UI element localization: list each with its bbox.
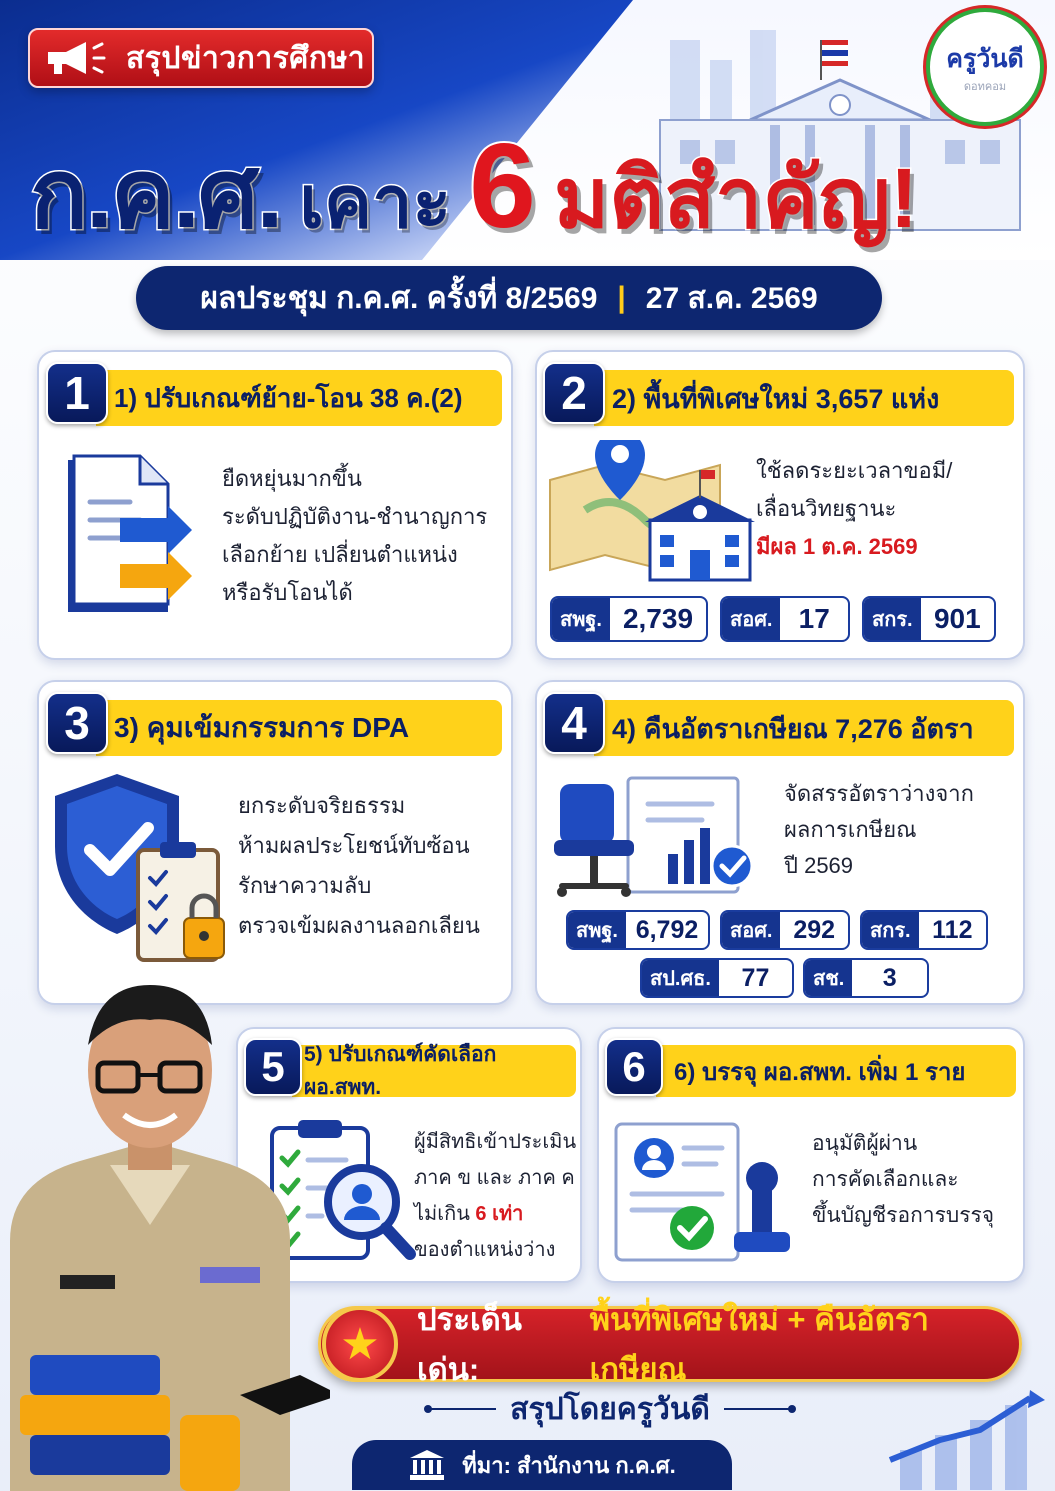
card-4-line: ผลการเกษียณ [784, 817, 917, 842]
stat-value: 3 [882, 963, 897, 992]
headline-number: 6 [469, 119, 536, 253]
kruwandee-logo [926, 8, 1044, 126]
logo-sub-text: ดอทคอม [963, 80, 1007, 93]
card-4-stat [640, 958, 794, 998]
source-text: ที่มา: สำนักงาน ก.ค.ศ. [462, 1452, 676, 1478]
card-4-title: 4) คืนอัตราเกษียณ 7,276 อัตรา [594, 700, 1014, 756]
card-5-number: 5 [244, 1038, 302, 1096]
card-3-body [238, 786, 508, 946]
stat-value: 112 [932, 915, 973, 944]
stat-label: สช. [805, 960, 852, 996]
document-transfer-icon [60, 452, 200, 622]
credit-line-right [724, 1408, 794, 1410]
highlight-value: พื้นที่พิเศษใหม่ + คืนอัตราเกษียณ [589, 1302, 929, 1387]
card-3-line: ตรวจเข้มผลงานลอกเลียน [238, 913, 480, 938]
source-bar [352, 1440, 732, 1490]
card-5-line: ภาค ข และ ภาค ค [414, 1167, 575, 1189]
logo-main-text: ครูวันดี [946, 45, 1024, 73]
map-school-icon [545, 440, 755, 585]
stat-value: 901 [933, 603, 981, 634]
card-5-line: ของตำแหน่งว่าง [414, 1239, 556, 1261]
highlight-banner [318, 1302, 1022, 1387]
stat-label: สพฐ. [568, 912, 626, 948]
meeting-date: 27 ส.ค. 2569 [645, 281, 818, 315]
shield-check-icon [52, 770, 232, 970]
card-5-title: 5) ปรับเกณฑ์คัดเลือก ผอ.สพท. [292, 1045, 576, 1097]
card-1-title: 1) ปรับเกณฑ์ย้าย-โอน 38 ค.(2) [96, 370, 502, 426]
card-4-stat [860, 910, 988, 950]
institution-icon [408, 1448, 446, 1482]
news-summary-label: สรุปข่าวการศึกษา [126, 41, 366, 75]
office-chair-report-icon [552, 774, 762, 904]
card-2-line: ใช้ลดระยะเวลาขอมี/ [756, 458, 953, 483]
star-icon: ★ [322, 1306, 398, 1382]
meeting-title: ผลประชุม ก.ค.ศ. ครั้งที่ 8/2569 [200, 281, 598, 315]
card-1-line: ระดับปฏิบัติงาน-ชำนาญการ [222, 504, 488, 529]
card-5-limit-prefix: ไม่เกิน [414, 1203, 470, 1225]
card-3-line: ยกระดับจริยธรรม [238, 793, 406, 818]
card-2-body [756, 452, 1016, 566]
card-6-line: อนุมัติผู้ผ่าน [812, 1132, 918, 1155]
stat-label: สป.ศธ. [642, 960, 719, 996]
summary-credit [420, 1386, 800, 1432]
stat-label: สพฐ. [552, 598, 610, 640]
card-4-number: 4 [543, 692, 605, 754]
headline [30, 118, 1030, 258]
card-2-line: เลื่อนวิทยฐานะ [756, 496, 897, 521]
card-4-line: จัดสรรอัตราว่างจาก [784, 781, 974, 806]
card-6-number: 6 [605, 1038, 663, 1096]
stat-label: สอศ. [722, 912, 780, 948]
card-1-line: หรือรับโอนได้ [222, 580, 353, 605]
stat-value: 17 [798, 603, 830, 634]
highlight-key: ประเด็นเด่น: [417, 1302, 522, 1387]
card-6-body [812, 1126, 1018, 1234]
card-3-number: 3 [46, 692, 108, 754]
megaphone-icon [44, 38, 114, 78]
presenter-portrait [0, 975, 330, 1491]
stat-label: สอศ. [722, 598, 780, 640]
card-1-line: ยืดหยุ่นมากขึ้น [222, 466, 362, 491]
news-summary-tag [28, 28, 374, 88]
card-4-stat [566, 910, 710, 950]
card-1-body [222, 460, 512, 612]
card-2-number: 2 [543, 362, 605, 424]
headline-verb: เคาะ [299, 163, 452, 243]
card-4-body [784, 776, 1014, 884]
headline-org: ก.ค.ศ. [30, 141, 282, 248]
card-5-line: ผู้มีสิทธิเข้าประเมิน [414, 1131, 577, 1153]
card-6-title: 6) บรรจุ ผอ.สพท. เพิ่ม 1 ราย [656, 1045, 1016, 1097]
credit-line-left [426, 1408, 496, 1410]
card-3-line: รักษาความลับ [238, 873, 372, 898]
card-2-stat [550, 596, 708, 642]
card-2-effective-date: มีผล 1 ต.ค. 2569 [756, 534, 918, 559]
stat-label: สกร. [862, 912, 919, 948]
card-2-stat [720, 596, 850, 642]
card-5-body [414, 1124, 584, 1268]
stat-value: 6,792 [635, 915, 699, 944]
card-6-line: การคัดเลือกและ [812, 1168, 959, 1191]
stat-value: 2,739 [622, 603, 694, 634]
card-4-line: ปี 2569 [784, 853, 854, 878]
card-4-stat [720, 910, 850, 950]
stat-value: 292 [793, 915, 836, 944]
card-1-number: 1 [46, 362, 108, 424]
card-4-stat [803, 958, 929, 998]
credit-text: สรุปโดยครูวันดี [510, 1392, 710, 1426]
meeting-info-pill [136, 266, 882, 330]
stat-label: สกร. [864, 598, 921, 640]
card-2-title: 2) พื้นที่พิเศษใหม่ 3,657 แห่ง [594, 370, 1014, 426]
growth-chart-icon [880, 1390, 1050, 1490]
card-5-limit-value: 6 เท่า [475, 1203, 524, 1225]
card-6-line: ขึ้นบัญชีรอการบรรจุ [812, 1204, 995, 1227]
meeting-separator: | [617, 281, 626, 314]
card-3-line: ห้ามผลประโยชน์ทับซ้อน [238, 833, 470, 858]
card-3-title: 3) คุมเข้มกรรมการ DPA [96, 700, 502, 756]
headline-rest: มติสำคัญ! [553, 151, 919, 245]
approval-stamp-icon [612, 1118, 792, 1268]
card-1-line: เลือกย้าย เปลี่ยนตำแหน่ง [222, 542, 458, 567]
card-5-line-limit [414, 1196, 584, 1232]
stat-value: 77 [741, 963, 770, 992]
card-2-stat [862, 596, 996, 642]
